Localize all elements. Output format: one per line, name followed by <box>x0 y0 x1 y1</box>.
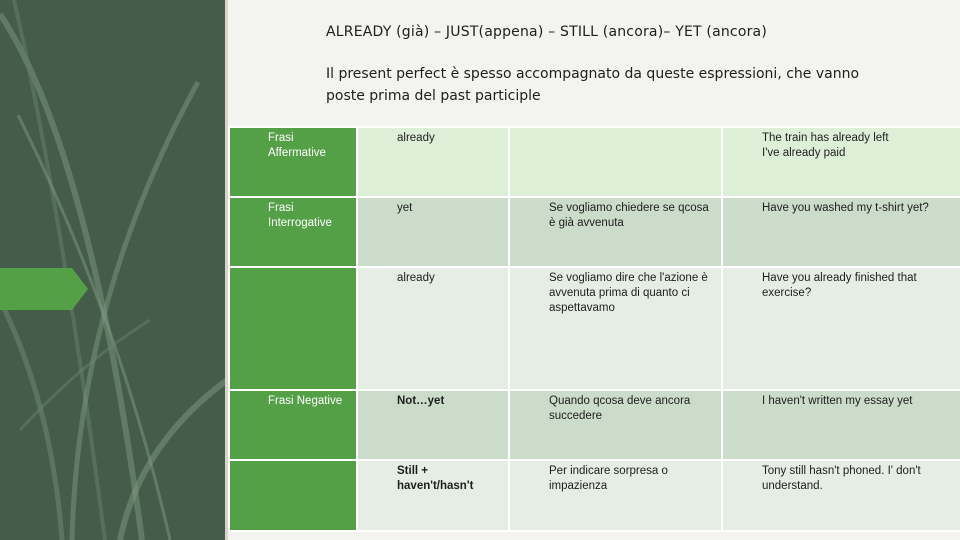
green-tab-accent <box>0 268 88 310</box>
intro-text: Il present perfect è spesso accompagnato da queste espressioni, che vanno poste prima del past participle <box>326 66 860 104</box>
table-row <box>229 127 960 197</box>
example-cell: The train has already left I've already paid <box>722 127 960 197</box>
usage-cell: Se vogliamo dire che l'azione è avvenuta prima di quanto ci aspettavamo <box>509 267 722 390</box>
example-cell: Have you washed my t-shirt yet? <box>722 197 960 267</box>
usage-cell: Per indicare sorpresa o impazienza <box>509 460 722 531</box>
category-cell: Frasi Affermative <box>229 127 357 197</box>
expression-cell: already <box>357 127 509 197</box>
grammar-table <box>228 126 960 532</box>
category-cell: Frasi Interrogative <box>229 197 357 267</box>
category-cell <box>229 267 357 390</box>
expression-cell: Still + haven't/hasn't <box>357 460 509 531</box>
expression-cell: Not…yet <box>357 390 509 460</box>
table-row <box>229 267 960 390</box>
slide-title: ALREADY (già) – JUST(appena) – STILL (ancora)– YET (ancora) <box>326 24 767 40</box>
table-row <box>229 390 960 460</box>
example-cell: Have you already finished that exercise? <box>722 267 960 390</box>
example-cell: Tony still hasn't phoned. I' don't understand. <box>722 460 960 531</box>
usage-cell: Quando qcosa deve ancora succedere <box>509 390 722 460</box>
usage-cell: Se vogliamo chiedere se qcosa è già avvenuta <box>509 197 722 267</box>
expression-cell: already <box>357 267 509 390</box>
table-row <box>229 197 960 267</box>
usage-cell <box>509 127 722 197</box>
table-row <box>229 460 960 531</box>
expression-cell: yet <box>357 197 509 267</box>
category-cell <box>229 460 357 531</box>
category-cell: Frasi Negative <box>229 390 357 460</box>
example-cell: I haven't written my essay yet <box>722 390 960 460</box>
